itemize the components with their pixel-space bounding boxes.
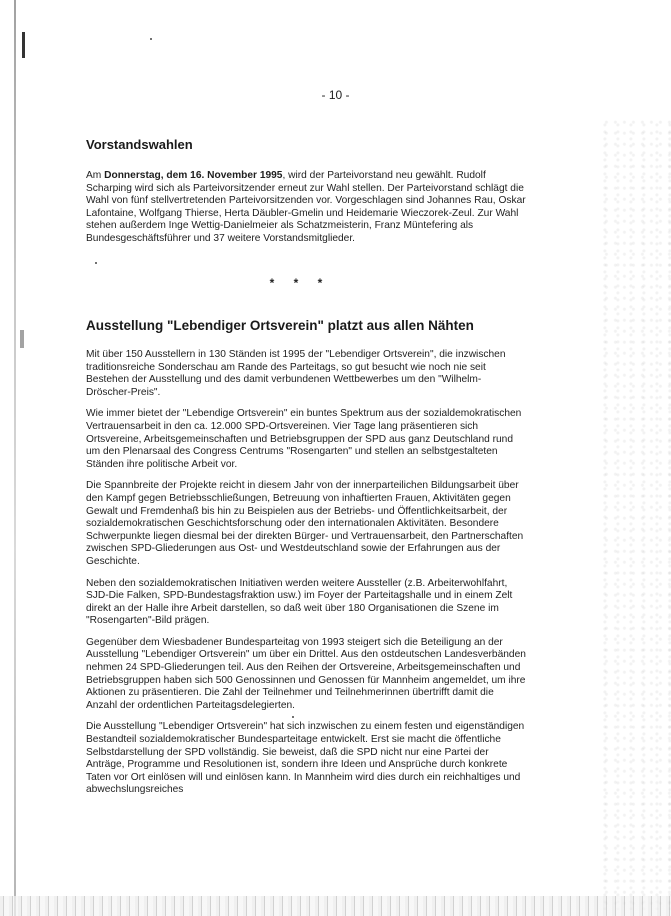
paragraph-text: Am (86, 170, 105, 181)
paragraph (86, 170, 526, 246)
paragraph: Mit über 150 Ausstellern in 130 Ständen ist 1995 der "Lebendiger Ortsverein", die inzwischen traditionsreiche Sonderschau am Rande des Parteitags, so gut besucht wie noch nie seit Bestehen der Ausstellung und des damit verbundenen Wettbewerbes um den "Wilhelm-Dröscher-Preis". (86, 349, 506, 398)
section-heading: Vorstandswahlen (86, 137, 193, 152)
paragraph: Wie immer bietet der "Lebendige Ortsverein" ein buntes Spektrum aus der sozialdemokratischen Vertrauensarbeit in den ca. 12.000 SPD-Ortsvereinen. Vier Tage lang präsentieren sich Ortsvereine, Arbeitsgemeinschaften und Betriebsgruppen der SPD aus ganz Deutschland rund um den Plenarsaal des Congress Centrums "Rosengarten" und stellen an selbstgestalteten Ständen ihre politische Arbeit vor. (86, 408, 522, 470)
section-vorstandswahlen (86, 137, 526, 255)
page-number: - 10 - (321, 88, 350, 102)
scan-noise-right (601, 120, 671, 910)
paragraph-text: , wird der Parteivorstand neu gewählt. Rudolf Scharping wird sich als Parteivorsitzender erneut zur Wahl stellen. Der Parteivorstand schlägt die Wahl von fünf stellvertretenden Parteivorsitzenden vor. Vorgeschlagen sind Johannes Rau, Oskar Lafontaine, Wolfgang Thierse, Herta Däubler-Gmelin und Heidemarie Wieczorek-Zeul. Zur Wahl stehen außerdem Inge Wettig-Danielmeier als Schatzmeisterin, Franz Müntefering als Bundesgeschäftsführer und 37 weitere Vorstandsmitglieder. (86, 170, 526, 244)
section-ausstellung (86, 318, 526, 806)
scan-speck (95, 262, 97, 264)
scan-edge-bottom (0, 896, 671, 916)
paragraph: Die Ausstellung "Lebendiger Ortsverein" hat sich inzwischen zu einem festen und eigenständigen Bestandteil sozialdemokratischer Bundesparteitage entwickelt. Erst sie macht die öffentliche Selbstdarstellung der SPD vollständig. Sie beweist, daß die SPD nicht nur eine Partei der Anträge, Programme und Resolutionen ist, sondern ihre Ideen und Ansprüche durch konkrete Taten vor Ort einlösen will und einlösen kann. In Mannheim wird dies durch ein reichhaltiges und abwechslungsreiches (86, 721, 525, 796)
separator-stars: * * * (269, 276, 331, 290)
scan-mark (20, 330, 24, 348)
section-heading: Ausstellung "Lebendiger Ortsverein" platzt aus allen Nähten (86, 318, 474, 333)
scan-speck (150, 38, 152, 40)
paragraph: Neben den sozialdemokratischen Initiativen werden weitere Aussteller (z.B. Arbeiterwohlfahrt, SJD-Die Falken, SPD-Bundestagsfraktion usw.) im Foyer der Parteitagshalle und in einem Zelt direkt an der Halle ihre Arbeit darstellen, so daß weit über 180 Organisationen die Szene im "Rosengarten"-Bild prägen. (86, 577, 513, 627)
scan-mark (22, 32, 25, 58)
scan-edge-left (14, 0, 16, 916)
paragraph: Gegenüber dem Wiesbadener Bundesparteitag von 1993 steigert sich die Beteiligung an der Ausstellung "Lebendiger Ortsverein" um über ein Drittel. Aus den ostdeutschen Landesverbänden nehmen 24 SPD-Gliederungen teil. Aus den Reihen der Ortsvereine, Arbeitsgemeinschaften und Betriebsgruppen haben sich 500 Genossinnen und Genossen für Mannheim angemeldet, um ihre Aktionen zu präsentieren. Die Zahl der Teilnehmer und Teilnehmerinnen übertrifft damit die Anzahl der ordentlichen Parteitagsdelegierten. (86, 636, 526, 711)
paragraph: Die Spannbreite der Projekte reicht in diesem Jahr von der innerparteilichen Bildungsarbeit über den Kampf gegen Betriebsschließungen, Betreuung von inhaftierten Frauen, Aktivitäten gegen Gewalt und Fremdenhaß bis hin zu Beispielen aus der Betriebs- und Öffentlichkeitsarbeit, der sozialdemokratischen Geschichtsforschung oder den internationalen Aktivitäten. Besondere Schwerpunkte liegen diesmal bei der direkten Bürger- und Vertrauensarbeit, den Partnerschaften zwischen SPD-Gliederungen aus Ost- und Westdeutschland sowie der Erfahrungen aus der Geschichte. (86, 480, 524, 567)
paragraph-bold-date: Donnerstag, dem 16. November 1995 (104, 170, 283, 181)
